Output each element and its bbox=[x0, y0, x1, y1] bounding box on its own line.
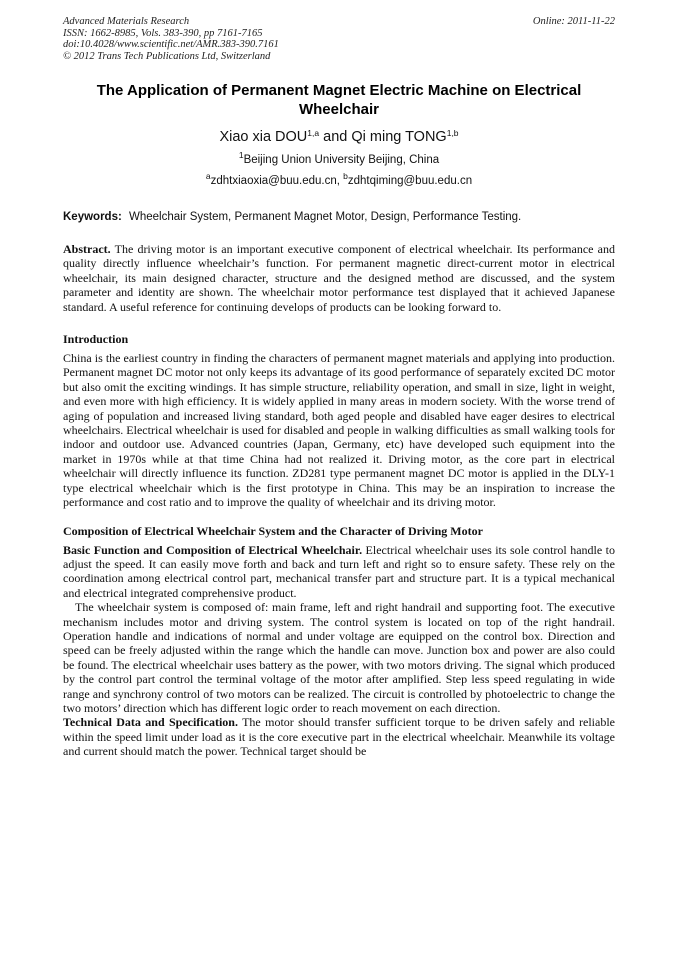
introduction-paragraph: China is the earliest country in finding the characters of permanent magnet materials and applying into production. Permanent magnet DC motor not only keeps its advantage of its good performance of separately excited DC motor but also omit the exciting windings. It has simple structure, reliability operation, and small in size, light in weight, and even more with high efficiency. It is widely applied in many areas in modern society. With the worse trend of aging of population and increased living standard, both aged people and disabled have eager desires to electrical wheelchairs. Electrical wheelchair is used for disabled and people in walking difficulties as small walking tools for indoor and outdoor use. Advanced countries (Japan, Germany, etc) have developed such equipment into the market in 1970s while at that time China had not realized it. Driving motor, as the core part in electrical wheelchair will directly influence its function. ZD281 type permanent magnet DC motor is applied in the DLY-1 type electrical wheelchair which is the first prototype in China. This may be an inspiration to increase the performance and cost ratio and to improve the quality of wheelchair and its driving motor. bbox=[63, 351, 615, 510]
paper-page bbox=[63, 16, 615, 759]
author-2: Qi ming TONG bbox=[351, 129, 447, 145]
email-b: zdhtqiming@buu.edu.cn bbox=[347, 175, 473, 187]
email-line bbox=[63, 171, 615, 188]
composition-paragraph-1-text: Electrical wheelchair uses its sole control handle to adjust the speed. It can easily move forth and back and turn left and right so to ensure safety. These rely on the coordination among electrical control part, mechanical transfer part and structure part. It is a typical mechanical and electrical integrated comprehensive product. bbox=[63, 542, 616, 600]
composition-paragraph-1 bbox=[63, 543, 615, 601]
composition-paragraph-3 bbox=[63, 715, 615, 758]
issn-line: ISSN: 1662-8985, Vols. 383-390, pp 7161-7165 bbox=[63, 27, 263, 39]
author-1-superscript: 1,a bbox=[307, 128, 320, 138]
author-line bbox=[63, 128, 615, 146]
email-a-superscript: a bbox=[205, 171, 211, 181]
online-date: Online: 2011-11-22 bbox=[532, 16, 615, 27]
composition-paragraph-3-text: The motor should transfer sufficient torque to be driven safely and reliable within the speed limit under load as it is the core executive part in the electrical wheelchair. Meanwhile its voltage and current should match the power. Technical target should be bbox=[63, 715, 615, 759]
author-2-superscript: 1,b bbox=[446, 128, 459, 138]
affiliation-text: Beijing Union University Beijing, China bbox=[243, 154, 440, 166]
affiliation bbox=[63, 150, 615, 167]
abstract bbox=[63, 242, 615, 314]
copyright-line: © 2012 Trans Tech Publications Ltd, Switzerland bbox=[63, 50, 271, 62]
introduction-heading: Introduction bbox=[63, 332, 129, 347]
keywords-label: Keywords: bbox=[63, 211, 122, 223]
journal-name: Advanced Materials Research bbox=[63, 16, 190, 27]
composition-heading: Composition of Electrical Wheelchair System and the Character of Driving Motor bbox=[63, 523, 483, 538]
abstract-text: The driving motor is an important executive component of electrical wheelchair. Its performance and quality directly influence wheelchair’s function. For permanent magnetic direct-current motor in electrical wheelchair, its main designed character, structure and the designed method are discussed, and the system parameter and identity are shown. The wheelchair motor performance test displayed that it achieved Japanese standard. A useful reference for continuing develops of products can be looking forward to. bbox=[63, 242, 615, 314]
composition-paragraph-2: The wheelchair system is composed of: main frame, left and right handrail and supporting foot. The executive mechanism includes motor and driving system. The control system is located on top of the right handrail. Operation handle and indications of normal and under voltage are equipped on the control box. Direction and speed can be freely adjusted within the range which the handle can move. Junction box and power are also could be found. The electrical wheelchair uses battery as the power, with two motors driving. The signal which produced by the control part control the terminal voltage of the motor after amplified. Step less speed regulating in wide range and synchrony control of two motors can be realized. The circuit is controlled by photoelectric to change the two motors’ direction which has different logic order to reach movement on each direction. bbox=[63, 600, 615, 715]
basic-function-run-in-heading: Basic Function and Composition of Electrical Wheelchair. bbox=[63, 542, 363, 557]
author-1: Xiao xia DOU bbox=[219, 129, 308, 145]
email-a: zdhtxiaoxia@buu.edu.cn, bbox=[210, 175, 344, 187]
abstract-label: Abstract. bbox=[63, 242, 111, 256]
keywords-text: Wheelchair System, Permanent Magnet Motor, Design, Performance Testing. bbox=[129, 211, 522, 223]
journal-header bbox=[63, 16, 615, 62]
doi-line: doi:10.4028/www.scientific.net/AMR.383-390.7161 bbox=[63, 39, 279, 50]
keywords bbox=[63, 210, 615, 224]
paper-title: The Application of Permanent Magnet Electric Machine on Electrical Wheelchair bbox=[96, 82, 582, 118]
email-b-superscript: b bbox=[343, 171, 348, 181]
technical-data-run-in-heading: Technical Data and Specification. bbox=[63, 715, 238, 730]
author-joiner: and bbox=[319, 129, 352, 145]
affiliation-superscript: 1 bbox=[238, 150, 244, 160]
